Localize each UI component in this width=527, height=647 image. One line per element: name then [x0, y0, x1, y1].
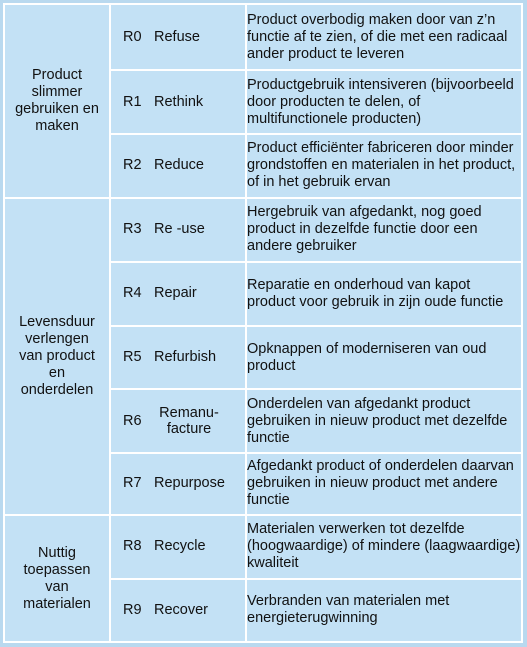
category-cell	[4, 4, 110, 198]
strategy-cell	[110, 453, 246, 515]
strategy-code: R3	[123, 221, 142, 238]
strategy-cell	[110, 262, 246, 326]
table-row	[4, 4, 522, 70]
strategy-name: Refuse	[154, 28, 200, 45]
strategy-description: Product efficiënter fabriceren door minder grondstoffen en materialen in het product, of in het gebruik ervan	[246, 134, 522, 198]
strategy-name: Re -use	[154, 221, 205, 238]
strategy-code: R0	[123, 28, 142, 45]
strategy-description: Materialen verwerken tot dezelfde (hoogwaardige) of mindere (laagwaardige) kwaliteit	[246, 515, 522, 578]
strategy-cell	[110, 579, 246, 642]
strategy-name: Refurbish	[154, 349, 217, 366]
strategy-description: Opknappen of moderniseren van oud product	[246, 326, 522, 389]
category-cell	[4, 198, 110, 515]
strategy-cell	[110, 389, 246, 452]
strategy-description: Product overbodig maken door van z’n functie af te zien, of die met een radicaal ander product te leveren	[246, 4, 522, 70]
strategy-description: Productgebruik intensiveren (bijvoorbeeld door producten te delen, of multifunctionele producten)	[246, 70, 522, 133]
category-label: Product slimmer gebruiken en maken	[15, 67, 99, 135]
table-row	[4, 515, 522, 578]
strategy-code: R2	[123, 157, 142, 174]
strategy-description: Onderdelen van afgedankt product gebruiken in nieuw product met dezelfde functie	[246, 389, 522, 452]
r-strategies-table	[3, 3, 523, 643]
strategy-name: Recover	[154, 601, 208, 618]
strategy-cell	[110, 70, 246, 133]
category-cell	[4, 515, 110, 642]
strategy-code: R9	[123, 601, 142, 618]
strategy-name: Recycle	[154, 538, 206, 555]
strategy-code: R4	[123, 285, 142, 302]
strategy-code: R5	[123, 349, 142, 366]
strategy-description: Reparatie en onderhoud van kapot product voor gebruik in zijn oude functie	[246, 262, 522, 326]
strategy-name: Reduce	[154, 157, 204, 174]
category-label: Levensduur verlengen van product en onderdelen	[19, 314, 95, 399]
strategy-description: Verbranden van materialen met energieterugwinning	[246, 579, 522, 642]
strategy-cell	[110, 515, 246, 578]
strategy-code: R6	[123, 412, 142, 429]
strategy-cell	[110, 198, 246, 261]
strategy-code: R8	[123, 538, 142, 555]
category-label: Nuttig toepassen van materialen	[23, 544, 91, 612]
strategy-name: Repurpose	[154, 475, 225, 492]
strategy-description: Afgedankt product of onderdelen daarvan gebruiken in nieuw product met andere functie	[246, 453, 522, 515]
strategy-cell	[110, 326, 246, 389]
strategy-code: R7	[123, 475, 142, 492]
strategy-description: Hergebruik van afgedankt, nog goed product in dezelfde functie door een andere gebruiker	[246, 198, 522, 261]
strategy-code: R1	[123, 93, 142, 110]
strategy-cell	[110, 134, 246, 198]
table-row	[4, 198, 522, 261]
strategy-name: Rethink	[154, 93, 204, 110]
strategy-name: Remanu-facture	[159, 405, 219, 438]
strategy-name: Repair	[154, 285, 197, 302]
strategy-cell	[110, 4, 246, 70]
